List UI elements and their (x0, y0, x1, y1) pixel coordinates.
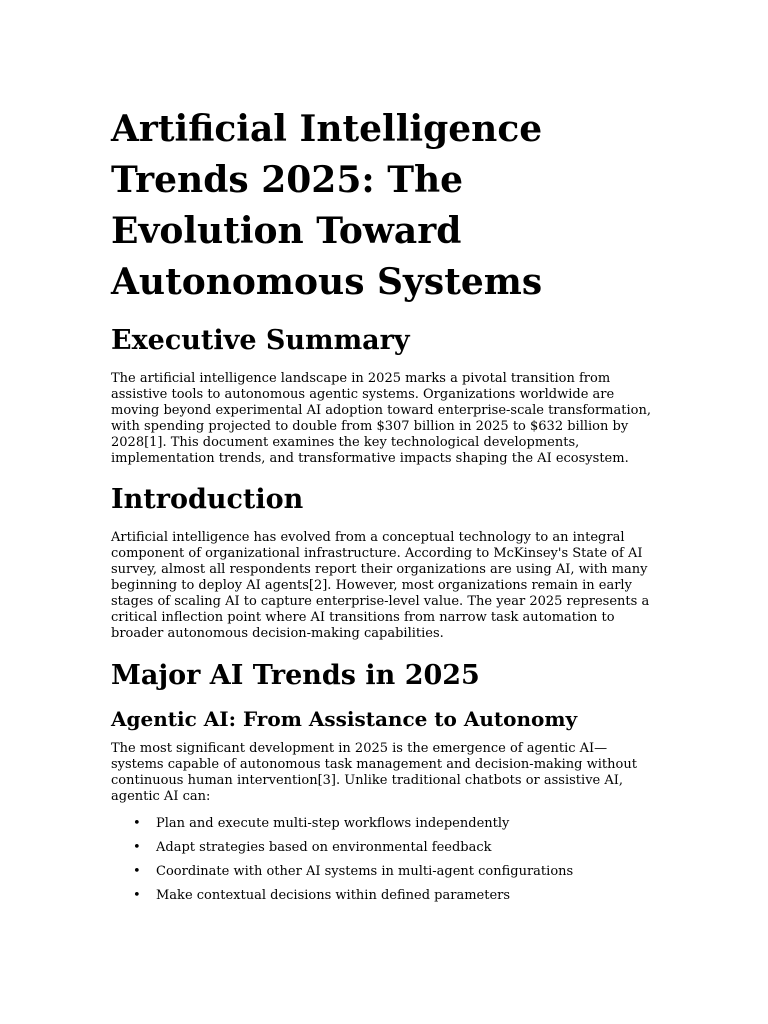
agentic-ai-paragraph: The most significant development in 2025 is the emergence of agentic AI—systems capable of autonomous task management and decision-making without continuous human intervention[3]. Unlike traditional chatbots or assistive AI, agentic AI can: (111, 740, 637, 804)
bullet-icon: • (133, 840, 141, 856)
introduction-paragraph: Artificial intelligence has evolved from a conceptual technology to an integral component of organizational infrastructure. According to McKinsey's State of AI survey, almost all respondents report their organizations are using AI, with many beginning to deploy AI agents[2]. However, most organizations remain in early stages of scaling AI to capture enterprise-level value. The year 2025 represents a critical inflection point where AI transitions from narrow task automation to broader autonomous decision-making capabilities. (111, 530, 650, 641)
list-item-text: Plan and execute multi-step workflows independently (156, 816, 510, 832)
introduction-heading: Introduction (111, 484, 304, 516)
document-title: Artificial Intelligence Trends 2025: The Evolution Toward Autonomous Systems (111, 108, 543, 303)
executive-summary-heading: Executive Summary (111, 325, 410, 356)
list-item (133, 816, 656, 832)
list-item-text: Make contextual decisions within defined parameters (156, 888, 511, 904)
agentic-capabilities-list (111, 816, 656, 904)
bullet-icon: • (133, 816, 141, 832)
list-item-text: Coordinate with other AI systems in multi-agent configurations (156, 864, 574, 880)
list-item (133, 840, 656, 856)
agentic-ai-heading: Agentic AI: From Assistance to Autonomy (111, 706, 578, 731)
list-item-text: Adapt strategies based on environmental feedback (156, 840, 492, 856)
list-item (133, 888, 656, 904)
bullet-icon: • (133, 864, 141, 880)
document-page (111, 104, 656, 912)
major-trends-heading: Major AI Trends in 2025 (111, 659, 480, 691)
list-item (133, 864, 656, 880)
bullet-icon: • (133, 888, 141, 904)
executive-summary-paragraph: The artificial intelligence landscape in 2025 marks a pivotal transition from assistive tools to autonomous agentic systems. Organizations worldwide are moving beyond experimental AI adoption toward enterprise-scale transformation, with spending projected to double from $307 billion in 2025 to $632 billion by 2028[1]. This document examines the key technological developments, implementation trends, and transformative impacts shaping the AI ecosystem. (111, 371, 651, 466)
